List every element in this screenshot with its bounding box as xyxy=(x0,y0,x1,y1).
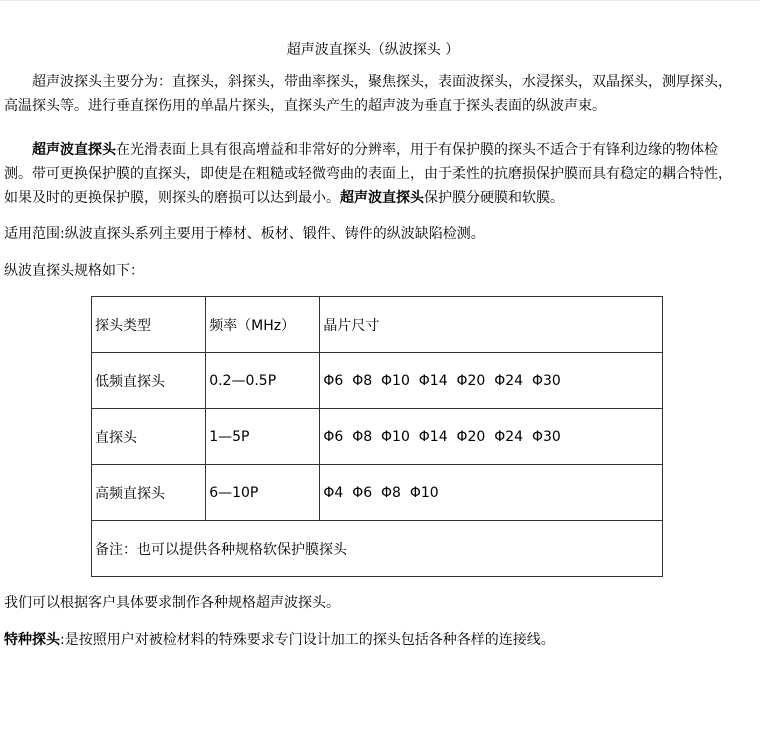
table-note: 备注：也可以提供各种规格软保护膜探头 xyxy=(92,521,663,577)
top-divider xyxy=(0,0,760,1)
bold-term: 特种探头 xyxy=(4,632,60,648)
table-cell: Φ6 Φ8 Φ10 Φ14 Φ20 Φ24 Φ30 xyxy=(320,409,663,465)
paragraph-text: 保护膜分硬膜和软膜。 xyxy=(424,190,564,206)
table-cell: 6—10P xyxy=(206,465,320,521)
table-cell: Φ6 Φ8 Φ10 Φ14 Φ20 Φ24 Φ30 xyxy=(320,353,663,409)
table-cell: 1—5P xyxy=(206,409,320,465)
table-cell: 0.2—0.5P xyxy=(206,353,320,409)
header-cell: 频率（MHz） xyxy=(206,297,320,353)
header-cell: 探头类型 xyxy=(92,297,206,353)
table-cell: 低频直探头 xyxy=(92,353,206,409)
table-row xyxy=(92,409,663,465)
special-paragraph xyxy=(4,628,742,652)
table-cell: 高频直探头 xyxy=(92,465,206,521)
table-cell: 直探头 xyxy=(92,409,206,465)
page-title: 超声波直探头（纵波探头 ） xyxy=(286,42,460,58)
paragraph-text: :是按照用户对被检材料的特殊要求专门设计加工的探头包括各种各样的连接线。 xyxy=(60,632,555,648)
article xyxy=(4,38,742,652)
spec-intro: 纵波直探头规格如下： xyxy=(4,263,144,279)
header-cell: 晶片尺寸 xyxy=(320,297,663,353)
scope-paragraph: 适用范围:纵波直探头系列主要用于棒材、板材、锻件、铸件的纵波缺陷检测。 xyxy=(4,226,485,242)
intro-paragraph: 超声波探头主要分为：直探头，斜探头，带曲率探头，聚焦探头，表面波探头，水浸探头，双晶探头，测厚探头，高温探头等。进行垂直探伤用的单晶片探头，直探头产生的超声波为垂直于探头表面的纵波声束。 xyxy=(4,74,732,114)
table-row xyxy=(92,353,663,409)
bold-term: 超声波直探头 xyxy=(32,142,116,158)
table-cell: Φ4 Φ6 Φ8 Φ10 xyxy=(320,465,663,521)
paragraph-text: 在光滑表面上具有很高增益和非常好的分辨率，用于有保护膜的探头不适合于有锋利边缘的物体检测。带可更换保护膜的直探头，即使是在粗糙或轻微弯曲的表面上，由于柔性的抗磨损保护膜而具有稳定的耦合特性，如果及时的更换保护膜，则探头的磨损可以达到最小。 xyxy=(4,142,732,206)
table-note-row xyxy=(92,521,663,577)
spec-table xyxy=(91,296,663,577)
bold-term: 超声波直探头 xyxy=(340,190,424,206)
description-paragraph xyxy=(4,138,742,210)
table-row xyxy=(92,465,663,521)
custom-paragraph: 我们可以根据客户具体要求制作各种规格超声波探头。 xyxy=(4,595,340,611)
table-header-row xyxy=(92,297,663,353)
